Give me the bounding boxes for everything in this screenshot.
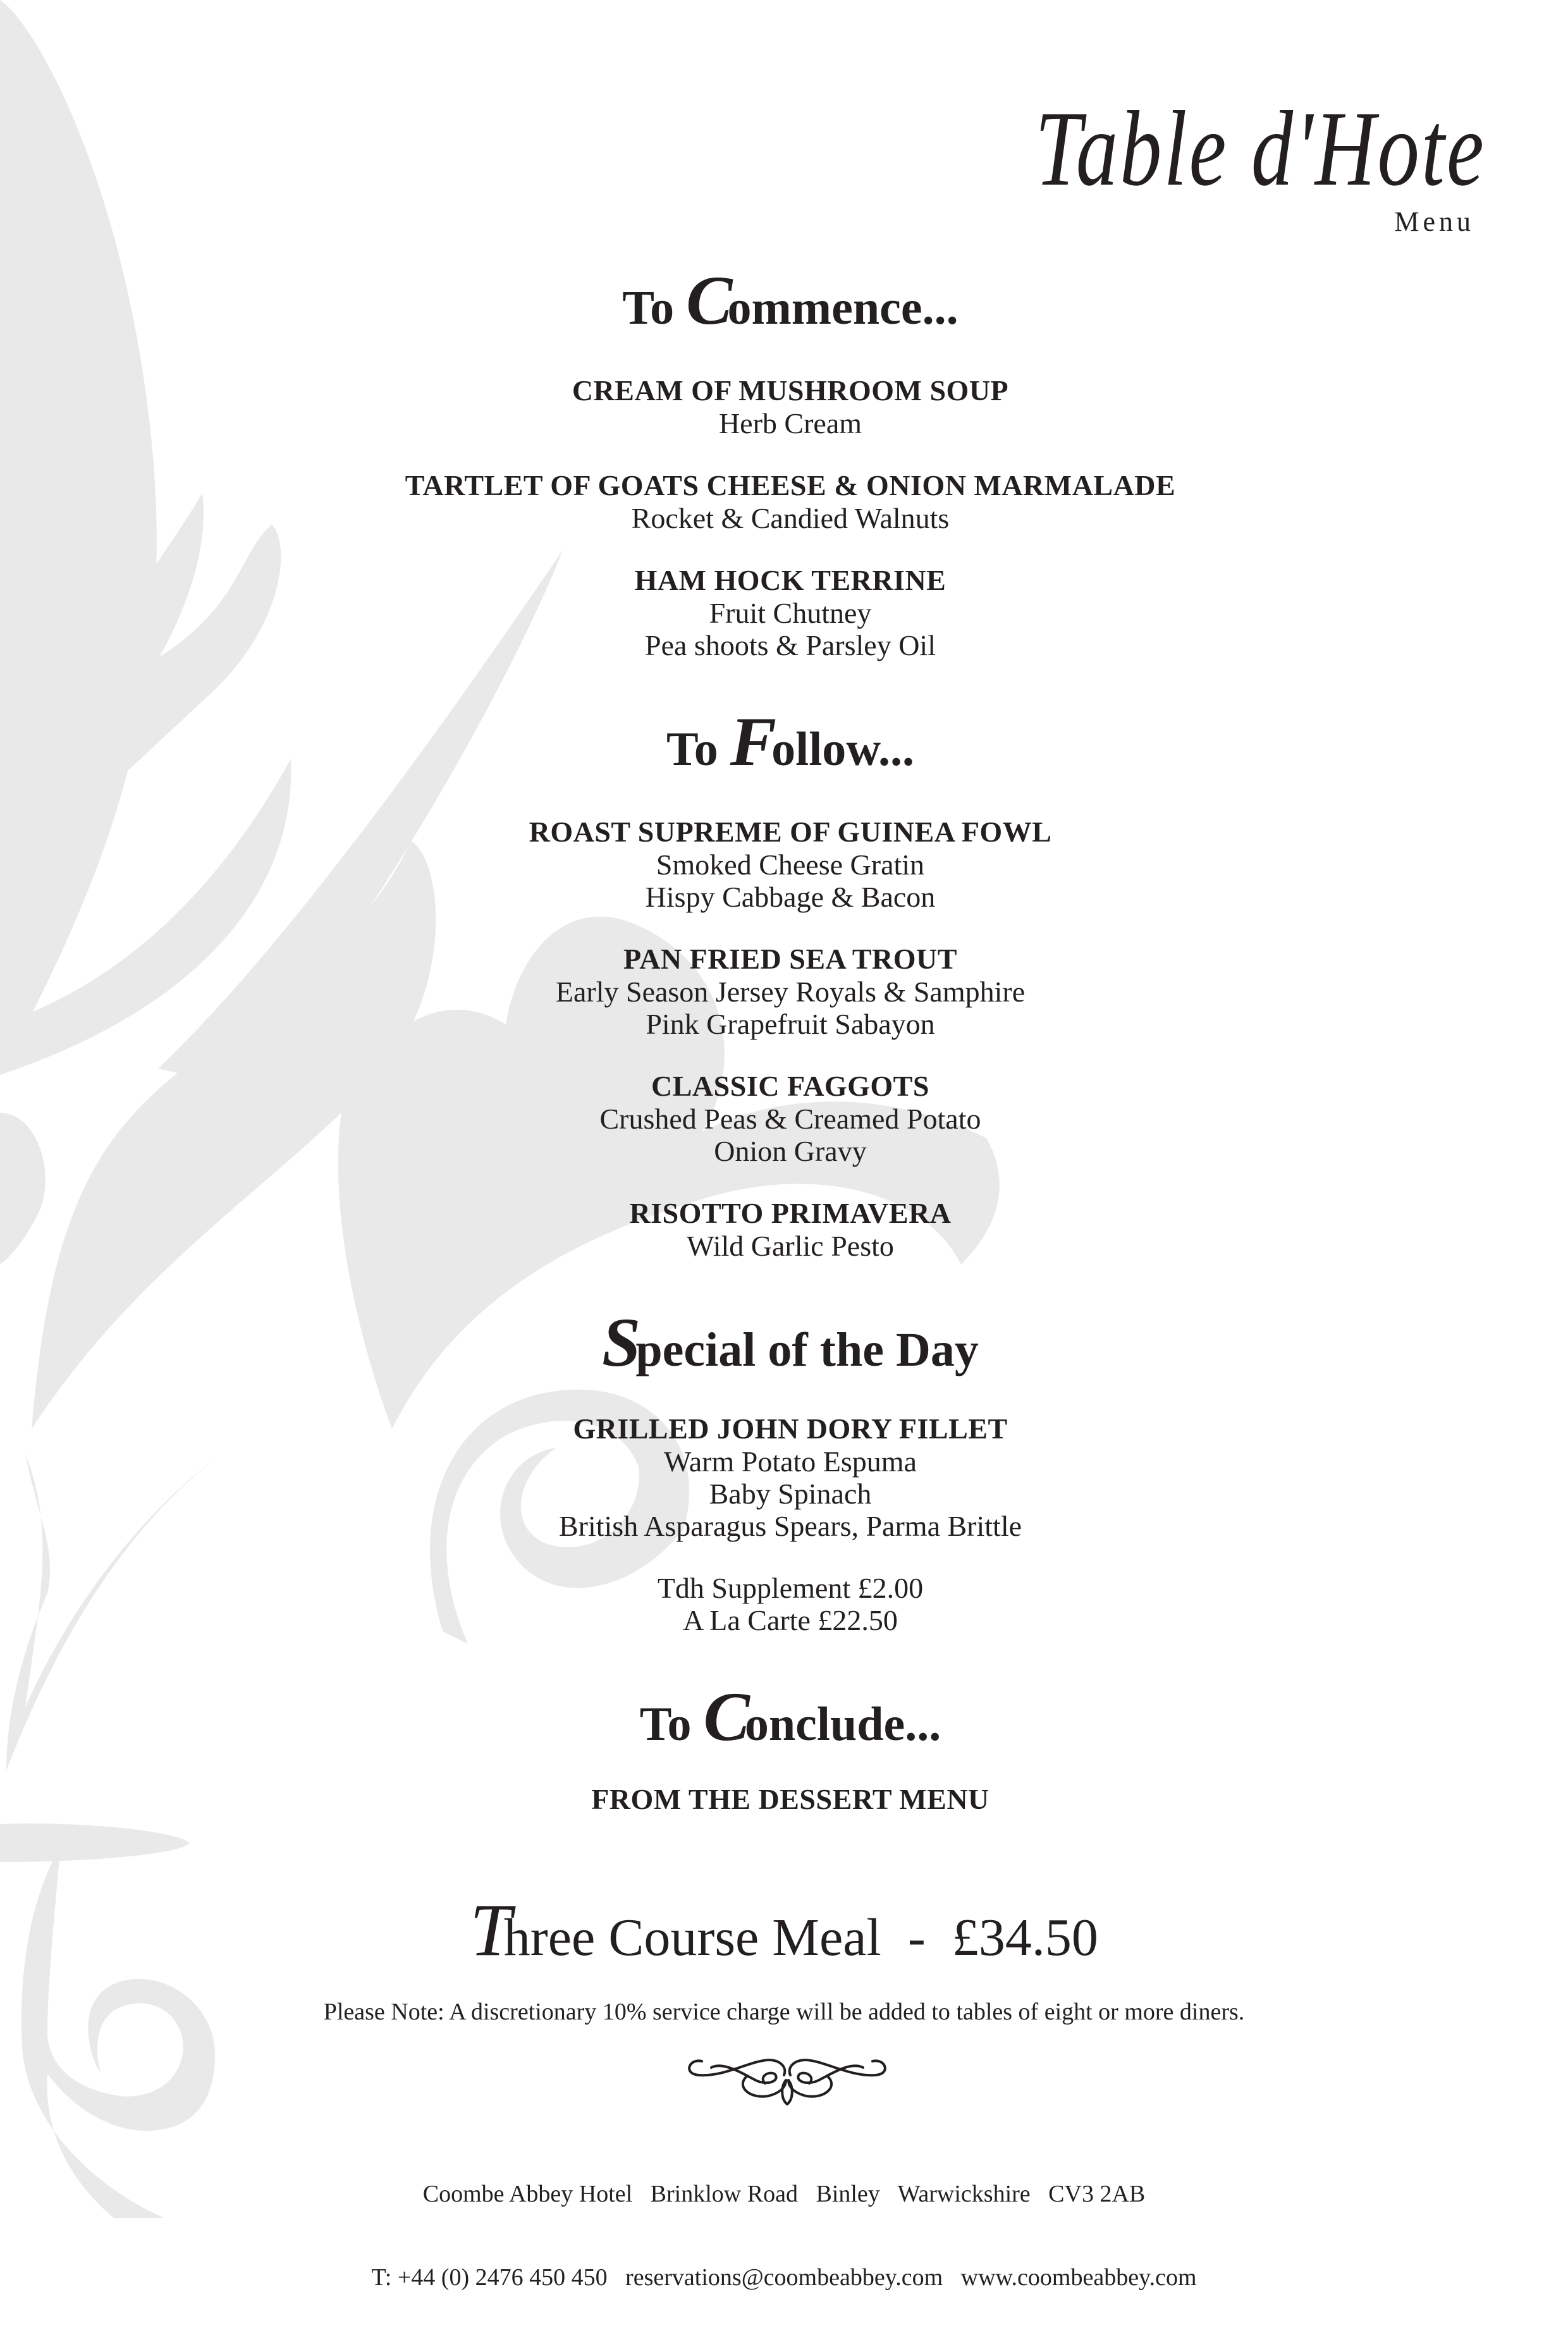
heading-rest: onclude...	[744, 1698, 941, 1751]
dish-name: CREAM OF MUSHROOM SOUP	[572, 374, 1009, 407]
dish-name: TARTLET OF GOATS CHEESE & ONION MARMALADE	[405, 469, 1176, 501]
section-to-follow	[392, 703, 1189, 1262]
section-heading	[392, 1678, 1189, 1755]
tdh-supplement-price: Tdh Supplement £2.00	[657, 1572, 924, 1604]
heading-initial: S	[602, 1304, 632, 1381]
dish-description: Wild Garlic Pesto	[687, 1230, 894, 1262]
hotel-contact-details: T: +44 (0) 2476 450 450 reservations@coombeabbey.com www.coombeabbey.com	[371, 2264, 1197, 2291]
scroll-flourish-icon	[686, 2049, 888, 2105]
dish-description: Smoked Cheese Gratin	[656, 849, 925, 881]
hotel-contact-footer	[0, 2124, 1568, 2347]
dish-description: Warm Potato Espuma	[663, 1445, 917, 1478]
section-heading	[392, 262, 1189, 339]
dish-name: FROM THE DESSERT MENU	[591, 1783, 989, 1815]
heading-prefix: To	[666, 723, 730, 776]
dish-description: Fruit Chutney	[709, 597, 872, 629]
menu-title: Table d'Hote	[1035, 89, 1486, 208]
dish-item	[392, 943, 1189, 1040]
dish-item	[392, 564, 1189, 661]
dish-name: CLASSIC FAGGOTS	[651, 1070, 929, 1102]
dish-item	[392, 374, 1189, 439]
dish-item	[392, 469, 1189, 534]
dish-description: Onion Gravy	[714, 1135, 867, 1167]
heading-prefix: To	[622, 281, 687, 334]
heading-initial: C	[703, 1678, 741, 1755]
dish-description: Herb Cream	[718, 407, 862, 439]
section-special-of-the-day	[392, 1304, 1189, 1636]
heading-rest: pecial of the Day	[635, 1323, 979, 1376]
heading-rest: ommence...	[727, 281, 959, 334]
a-la-carte-price: A La Carte £22.50	[683, 1604, 898, 1636]
dish-description: Early Season Jersey Royals & Samphire	[555, 976, 1026, 1008]
section-heading	[392, 703, 1189, 780]
dish-description: Rocket & Candied Walnuts	[631, 502, 950, 534]
section-heading	[392, 1304, 1189, 1381]
dish-description: Crushed Peas & Creamed Potato	[599, 1103, 981, 1135]
dish-description: Baby Spinach	[709, 1478, 872, 1510]
service-charge-note: Please Note: A discretionary 10% service charge will be added to tables of eight or more diners.	[323, 1999, 1245, 2025]
meal-initial: T	[470, 1889, 504, 1971]
dish-description: Hispy Cabbage & Bacon	[645, 881, 936, 913]
dish-item	[392, 1783, 1189, 1816]
section-to-commence	[392, 262, 1189, 661]
dish-item	[392, 1412, 1189, 1542]
dish-item	[392, 816, 1189, 913]
dish-name: GRILLED JOHN DORY FILLET	[573, 1412, 1008, 1445]
dish-description: Pea shoots & Parsley Oil	[645, 629, 936, 661]
heading-rest: ollow...	[771, 723, 914, 776]
dish-description: British Asparagus Spears, Parma Brittle	[558, 1510, 1022, 1542]
dish-description: Pink Grapefruit Sabayon	[646, 1008, 935, 1040]
three-course-meal-price	[0, 1887, 1568, 1973]
dish-name: PAN FRIED SEA TROUT	[623, 943, 957, 975]
dish-name: ROAST SUPREME OF GUINEA FOWL	[529, 816, 1052, 848]
section-to-conclude	[392, 1678, 1189, 1816]
heading-initial: F	[730, 703, 768, 780]
heading-initial: C	[686, 262, 724, 339]
dish-item	[392, 1197, 1189, 1262]
dish-name: RISOTTO PRIMAVERA	[629, 1197, 952, 1229]
menu-content	[392, 262, 1189, 1816]
dish-item	[392, 1070, 1189, 1167]
dish-name: HAM HOCK TERRINE	[634, 564, 946, 596]
meal-text: hree Course Meal - £34.50	[503, 1908, 1098, 1967]
menu-subtitle: Menu	[1394, 206, 1474, 237]
heading-prefix: To	[639, 1698, 704, 1751]
hotel-address: Coombe Abbey Hotel Brinklow Road Binley Warwickshire CV3 2AB	[422, 2181, 1146, 2207]
